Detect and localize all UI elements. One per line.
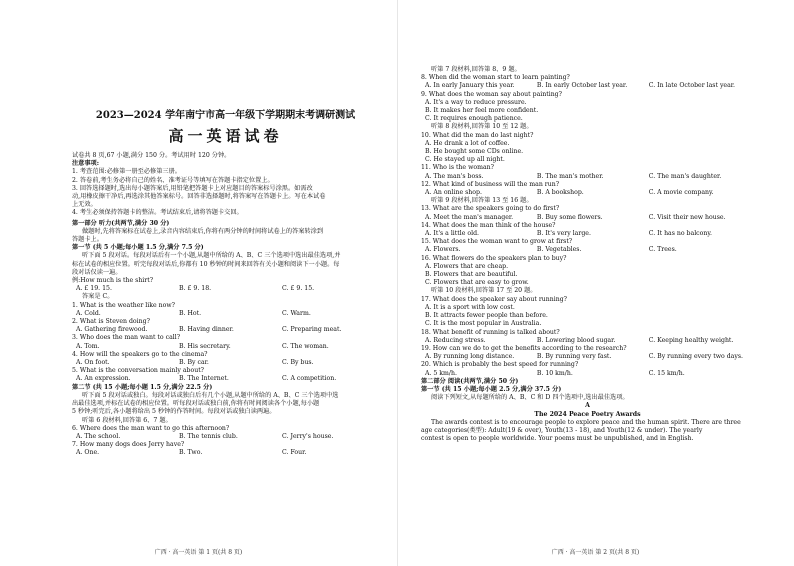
question-options [72, 310, 379, 318]
part2-heading: 第二部分 阅读(共两节,满分 50 分) [421, 377, 519, 385]
question-options [421, 353, 754, 361]
passage-label: A [585, 402, 590, 410]
option-b: B. He bought some CDs online. [425, 148, 524, 156]
page-footer: 广西 · 高一英语 第 1 页(共 8 页) [154, 549, 243, 556]
material-label: 听第 6 段材料,回答第 6、7 题。 [82, 416, 172, 424]
option-b: B. The man's mother. [536, 172, 604, 180]
option-c: C. Warm. [282, 309, 311, 317]
passage-line: The awards contest is to encourage people to explore peace and the human spirit. There are three [431, 418, 741, 426]
option-a: A. Gathering firewood. [76, 326, 148, 334]
option-b: B. Having dinner. [179, 326, 234, 334]
option-a: A. Meet the man's manager. [425, 213, 514, 221]
option-a: A. Reducing stress. [425, 336, 486, 344]
material-label: 听第 10 段材料,回答第 17 至 20 题。 [431, 287, 537, 295]
option-c: C. Jerry's house. [282, 432, 334, 440]
option-c: C. 15 km/h. [648, 369, 685, 377]
question: 9. What does the woman say about painting? [421, 90, 562, 98]
question-options [421, 370, 754, 378]
option-c: C. A competition. [282, 375, 337, 383]
option-b: B. Buy some flowers. [536, 213, 603, 221]
section1-heading: 第一节 (共 5 小题;每小题 1.5 分,满分 7.5 分) [72, 244, 204, 252]
section2-intro: 听下面 5 段对话或独白。每段对话或独白后有几个小题,从题中所给的 A、B、C 三个选项中选 [82, 391, 339, 399]
example-answer: 答案是 C。 [82, 293, 114, 301]
question: 17. What does the speaker say about running? [421, 295, 568, 303]
section2-heading: 第二节 (共 15 小题;每小题 1.5 分,满分 22.5 分) [72, 383, 213, 391]
right-page [397, 0, 794, 566]
example-options [72, 285, 379, 293]
option-b: B. It's very large. [536, 230, 591, 238]
option-a: A. The man's boss. [425, 172, 484, 180]
subject-title: 高一英语试卷 [168, 127, 283, 145]
note-line: 4. 考生必须保持答题卡的整洁。考试结束后,请将答题卡交回。 [72, 209, 243, 217]
option-b: B. £ 9. 18. [179, 285, 212, 293]
notes-heading: 注意事项: [72, 160, 100, 168]
option-b: B. Hot. [179, 309, 202, 317]
option-a: A. An expression. [76, 375, 131, 383]
part1-heading: 第一部分 听力(共两节,满分 30 分) [72, 219, 170, 227]
question: 6. Where does the man want to go this afternoon? [72, 424, 230, 432]
option-b: B. The Internet. [179, 375, 229, 383]
option-c: C. He stayed up all night. [425, 156, 505, 164]
part1-intro: 答题卡上。 [72, 236, 103, 244]
option-b: B. The tennis club. [179, 432, 238, 440]
option-c: C. The man's daughter. [648, 172, 722, 180]
option-a: A. Tom. [76, 342, 100, 350]
option-a: A. He drank a lot of coffee. [425, 139, 510, 147]
section2-intro: 5 秒钟;听完后,各小题将给出 5 秒钟的作答时间。每段对话或独白读两遍。 [72, 408, 276, 416]
question-options [72, 375, 379, 383]
option-b: B. Flowers that are beautiful. [425, 271, 518, 279]
option-b: B. It attracts fewer people than before. [425, 312, 548, 320]
exam-info: 试卷共 8 页,67 小题,满分 150 分。考试用时 120 分钟。 [72, 152, 231, 159]
option-a: A. It's a way to reduce pressure. [425, 98, 527, 106]
option-b: B. By car. [179, 359, 209, 367]
option-c: C. In late October last year. [648, 82, 736, 90]
option-a: A. Flowers that are cheap. [425, 262, 509, 270]
section2-intro: 出最佳选项,并标在试卷的相应位置。听每段对话或独白前,你将有时间阅读各个小题,每小题 [72, 400, 320, 408]
option-b: B. It makes her feel more confident. [425, 107, 539, 115]
question-options [421, 82, 754, 90]
option-c: C. The woman. [282, 342, 329, 350]
question-options [421, 246, 754, 254]
passage-title: The 2024 Peace Poetry Awards [534, 410, 641, 418]
question: 20. Which is probably the best speed for running? [421, 361, 579, 369]
question: 5. What is the conversation mainly about? [72, 367, 205, 375]
option-c: C. A movie company. [648, 189, 714, 197]
material-label: 听第 7 段材料,回答第 8、9 题。 [431, 66, 521, 73]
question: 19. How can we do to get the benefits according to the research? [421, 344, 627, 352]
option-c: C. £ 9. 15. [282, 285, 315, 293]
section1-intro: 段对话仅读一遍。 [72, 268, 122, 276]
note-line: 上无效。 [72, 201, 97, 209]
question-options [421, 214, 754, 222]
question: 18. What benefit of running is talked about? [421, 328, 560, 336]
note-line: 1. 考查范围:必修第一册至必修第三册。 [72, 168, 181, 176]
option-a: A. It's a little old. [425, 230, 480, 238]
option-a: A. Flowers. [425, 246, 461, 254]
question-options [72, 359, 379, 367]
question: 4. How will the speakers go to the cinema? [72, 350, 208, 358]
section1-intro: 阅读下列短文,从每题所给的 A、B、C 和 D 四个选项中,选出最佳选项。 [431, 394, 629, 402]
option-a: A. An online shop. [425, 189, 482, 197]
example-question: 例:How much is the shirt? [72, 277, 154, 285]
option-a: A. Cold. [76, 309, 101, 317]
option-c: C. Keeping healthy weight. [648, 336, 734, 344]
question: 7. How many dogs does Jerry have? [72, 441, 185, 449]
option-a: A. On foot. [76, 359, 110, 367]
question-options [421, 337, 754, 345]
note-line: 动,用橡皮擦干净后,再选涂其他答案标号。回答非选择题时,将答案写在答题卡上。写在本试卷 [72, 193, 326, 201]
question-options [421, 173, 754, 181]
option-a: A. In early January this year. [425, 82, 515, 90]
option-b: B. His secretary. [179, 342, 231, 350]
question: 13. What are the speakers going to do first? [421, 205, 560, 213]
question-options [72, 343, 379, 351]
question: 10. What did the man do last night? [421, 131, 534, 139]
option-b: B. Vegetables. [536, 246, 582, 254]
option-a: A. £ 19. 15. [76, 285, 112, 293]
option-a: A. By running long distance. [425, 353, 515, 361]
option-c: C. Preparing meat. [282, 326, 342, 334]
option-c: C. Four. [282, 449, 307, 457]
option-a: A. One. [76, 449, 100, 457]
question: 16. What flowers do the speakers plan to buy? [421, 254, 567, 262]
exam-title: 2023—2024 学年南宁市高一年级下学期期末考调研测试 [95, 110, 356, 121]
passage-line: contest is open to people worldwide. Your poems must be unpublished, and in English. [421, 435, 694, 443]
part1-intro: 做题时,先将答案标在试卷上,录音内容结束后,你将有两分钟的时间将试卷上的答案转涂到 [82, 227, 324, 235]
question-options [421, 230, 754, 238]
option-c: C. By running every two days. [648, 353, 743, 361]
option-b: B. By running very fast. [536, 353, 612, 361]
question: 8. When did the woman start to learn painting? [421, 74, 570, 82]
question: 2. What is Steven doing? [72, 318, 150, 326]
option-c: C. Trees. [648, 246, 677, 254]
option-a: A. It is a sport with low cost. [425, 303, 515, 311]
option-b: B. Lowering blood sugar. [536, 336, 616, 344]
option-b: B. 10 km/h. [536, 369, 573, 377]
option-c: C. It requires enough patience. [425, 115, 523, 123]
note-line: 3. 回答选择题时,选出每小题答案后,用铅笔把答题卡上对应题目的答案标号涂黑。如需改 [72, 184, 313, 192]
question-options [72, 433, 379, 441]
section1-heading: 第一节 (共 15 小题;每小题 2.5 分,满分 37.5 分) [421, 385, 562, 393]
material-label: 听第 8 段材料,回答第 10 至 12 题。 [431, 123, 533, 131]
question-options [72, 449, 379, 457]
option-a: A. 5 km/h. [425, 369, 457, 377]
passage-line: age categories(类型): Adult(19 & over), Youth(13 - 18), and Youth(12 & under). The yearly [421, 426, 703, 434]
material-label: 听第 9 段材料,回答第 13 至 16 题。 [431, 197, 533, 205]
option-c: C. Visit their new house. [648, 213, 726, 221]
option-b: B. Two. [179, 449, 203, 457]
question: 12. What kind of business will the man run? [421, 180, 560, 188]
page-footer: 广西 · 高一英语 第 2 页(共 8 页) [551, 549, 640, 556]
section1-intro: 听下面 5 段对话。每段对话后有一个小题,从题中所给的 A、B、C 三个选项中选出最佳选项,并 [82, 252, 341, 260]
option-a: A. The school. [76, 432, 121, 440]
question: 3. Who does the man want to call? [72, 334, 181, 342]
option-c: C. By bus. [282, 359, 314, 367]
question: 14. What does the man think of the house? [421, 221, 556, 229]
option-c: C. It is the most popular in Australia. [425, 320, 542, 328]
section1-intro: 标在试卷的相应位置。听完每段对话后,你都有 10 秒钟的时间来回答有关小题和阅读下一小题。每 [72, 260, 340, 268]
question: 15. What does the woman want to grow at first? [421, 238, 573, 246]
option-c: C. It has no balcony. [648, 230, 712, 238]
option-b: B. A bookshop. [536, 189, 584, 197]
option-b: B. In early October last year. [536, 82, 628, 90]
question: 1. What is the weather like now? [72, 301, 175, 309]
question: 11. Who is the woman? [421, 164, 494, 172]
option-c: C. Flowers that are easy to grow. [425, 279, 529, 287]
note-line: 2. 答卷前,考生务必将自己的姓名、准考证号等填写在答题卡指定位置上。 [72, 176, 274, 184]
question-options [72, 326, 379, 334]
